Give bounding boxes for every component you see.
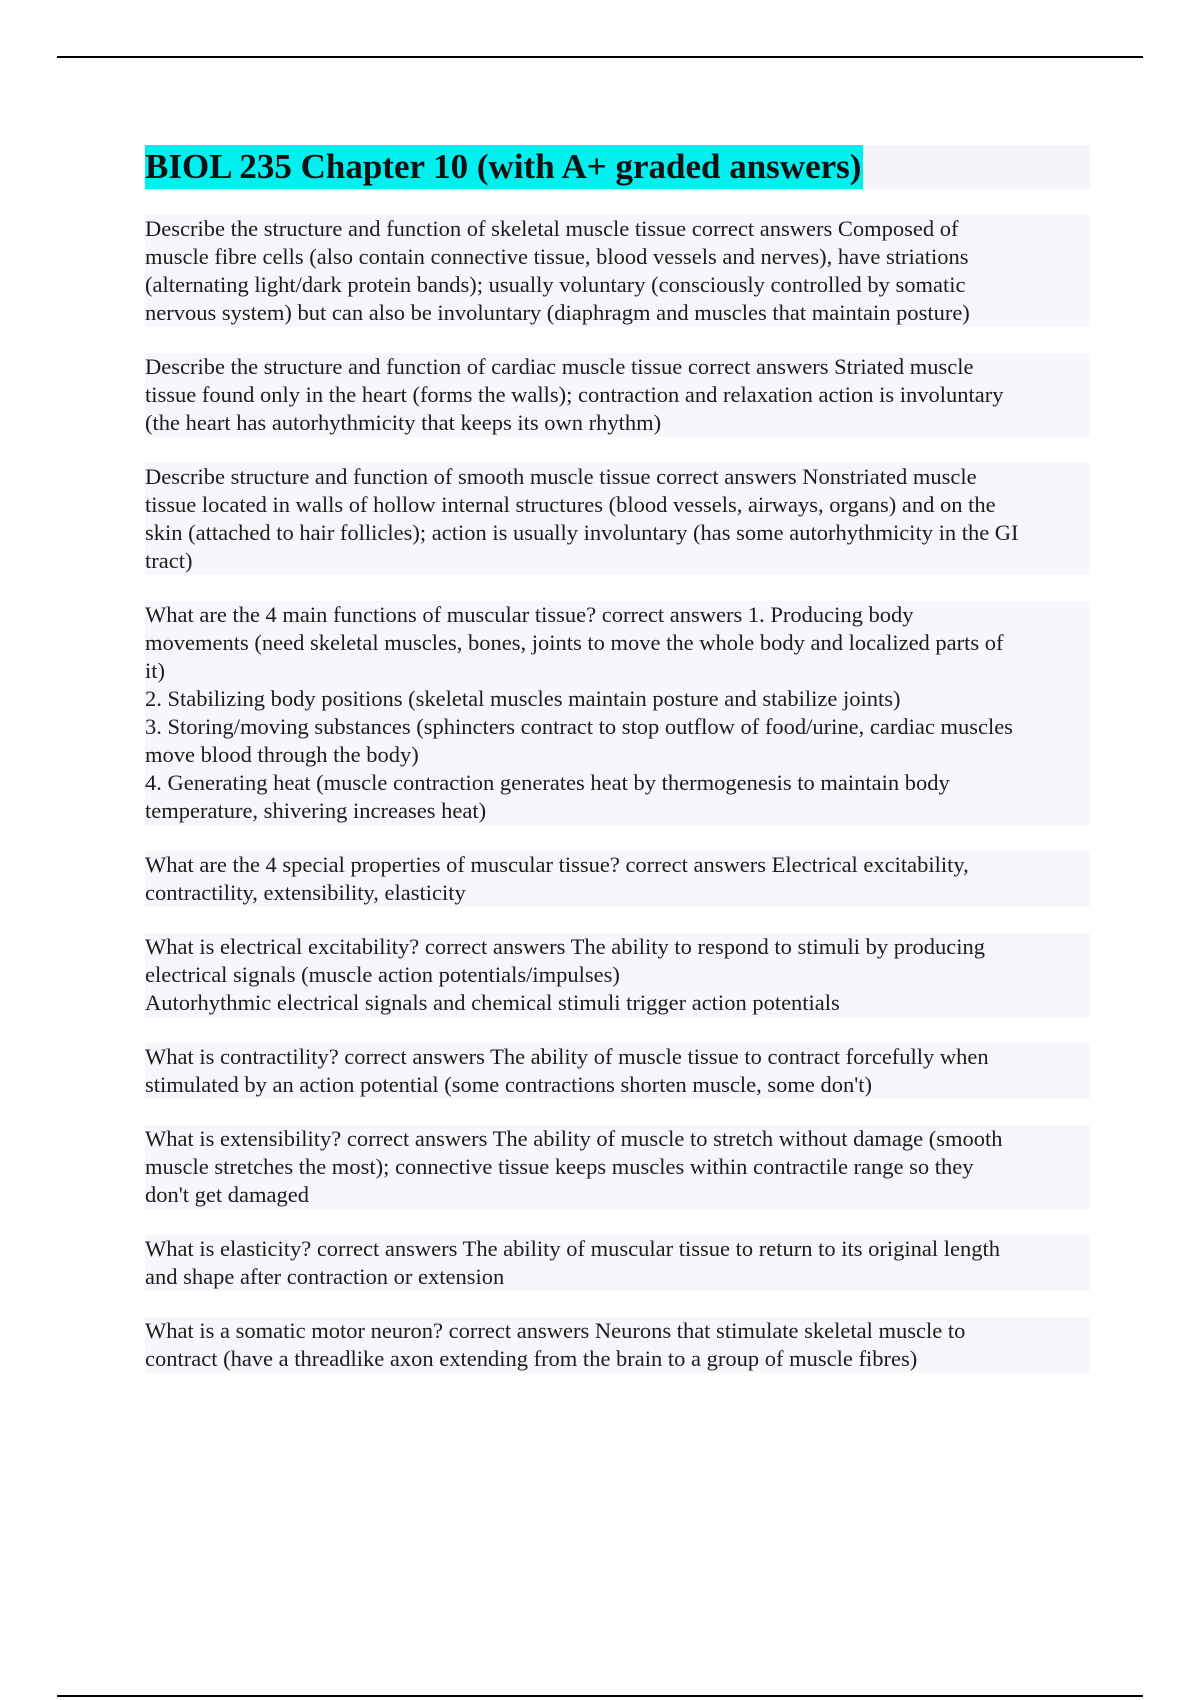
document-title: BIOL 235 Chapter 10 (with A+ graded answers) (145, 145, 863, 189)
title-row (145, 145, 1090, 189)
qa-entry-special-properties (145, 851, 1090, 907)
text-line: Describe structure and function of smooth muscle tissue correct answers Nonstriated muscle (145, 463, 1090, 491)
text-line: Autorhythmic electrical signals and chemical stimuli trigger action potentials (145, 989, 1090, 1017)
top-rule (57, 56, 1143, 58)
qa-entry-somatic-motor-neuron (145, 1317, 1090, 1373)
text-line: contractility, extensibility, elasticity (145, 879, 1090, 907)
text-line: muscle stretches the most); connective tissue keeps muscles within contractile range so they (145, 1153, 1090, 1181)
text-line: don't get damaged (145, 1181, 1090, 1209)
text-line: What are the 4 special properties of muscular tissue? correct answers Electrical excitability, (145, 851, 1090, 879)
text-line: (the heart has autorhythmicity that keeps its own rhythm) (145, 409, 1090, 437)
qa-entry-smooth (145, 463, 1090, 575)
text-line: What is electrical excitability? correct answers The ability to respond to stimuli by producing (145, 933, 1090, 961)
document-body (145, 145, 1090, 1399)
text-line: (alternating light/dark protein bands); usually voluntary (consciously controlled by somatic (145, 271, 1090, 299)
qa-entry-elasticity (145, 1235, 1090, 1291)
text-line: temperature, shivering increases heat) (145, 797, 1090, 825)
text-line: What is extensibility? correct answers The ability of muscle to stretch without damage (smooth (145, 1125, 1090, 1153)
text-line: tissue found only in the heart (forms the walls); contraction and relaxation action is involuntary (145, 381, 1090, 409)
text-line: tract) (145, 547, 1090, 575)
qa-entry-extensibility (145, 1125, 1090, 1209)
text-line: it) (145, 657, 1090, 685)
text-line: What is elasticity? correct answers The ability of muscular tissue to return to its original length (145, 1235, 1090, 1263)
text-line: 4. Generating heat (muscle contraction generates heat by thermogenesis to maintain body (145, 769, 1090, 797)
text-line: muscle fibre cells (also contain connective tissue, blood vessels and nerves), have striations (145, 243, 1090, 271)
qa-entry-skeletal (145, 215, 1090, 327)
text-line: What are the 4 main functions of muscular tissue? correct answers 1. Producing body (145, 601, 1090, 629)
text-line: nervous system) but can also be involuntary (diaphragm and muscles that maintain posture) (145, 299, 1090, 327)
qa-text (145, 1235, 1090, 1291)
text-line: electrical signals (muscle action potentials/impulses) (145, 961, 1090, 989)
text-line: move blood through the body) (145, 741, 1090, 769)
qa-text (145, 1043, 1090, 1099)
text-line: What is contractility? correct answers The ability of muscle tissue to contract forcefully when (145, 1043, 1090, 1071)
qa-entry-excitability (145, 933, 1090, 1017)
text-line: Describe the structure and function of cardiac muscle tissue correct answers Striated muscle (145, 353, 1090, 381)
qa-text (145, 933, 1090, 1017)
text-line: movements (need skeletal muscles, bones, joints to move the whole body and localized parts of (145, 629, 1090, 657)
text-line: Describe the structure and function of skeletal muscle tissue correct answers Composed of (145, 215, 1090, 243)
text-line: contract (have a threadlike axon extending from the brain to a group of muscle fibres) (145, 1345, 1090, 1373)
text-line: skin (attached to hair follicles); action is usually involuntary (has some autorhythmicity in the GI (145, 519, 1090, 547)
text-line: 2. Stabilizing body positions (skeletal muscles maintain posture and stabilize joints) (145, 685, 1090, 713)
qa-text (145, 601, 1090, 825)
text-line: tissue located in walls of hollow internal structures (blood vessels, airways, organs) and on the (145, 491, 1090, 519)
qa-entry-main-functions (145, 601, 1090, 825)
qa-text (145, 851, 1090, 907)
qa-text (145, 1317, 1090, 1373)
qa-text (145, 1125, 1090, 1209)
qa-text (145, 353, 1090, 437)
text-line: What is a somatic motor neuron? correct answers Neurons that stimulate skeletal muscle to (145, 1317, 1090, 1345)
qa-text (145, 463, 1090, 575)
text-line: stimulated by an action potential (some contractions shorten muscle, some don't) (145, 1071, 1090, 1099)
text-line: 3. Storing/moving substances (sphincters contract to stop outflow of food/urine, cardiac muscles (145, 713, 1090, 741)
bottom-rule (57, 1695, 1143, 1697)
qa-text (145, 215, 1090, 327)
text-line: and shape after contraction or extension (145, 1263, 1090, 1291)
qa-entry-contractility (145, 1043, 1090, 1099)
qa-entry-cardiac (145, 353, 1090, 437)
